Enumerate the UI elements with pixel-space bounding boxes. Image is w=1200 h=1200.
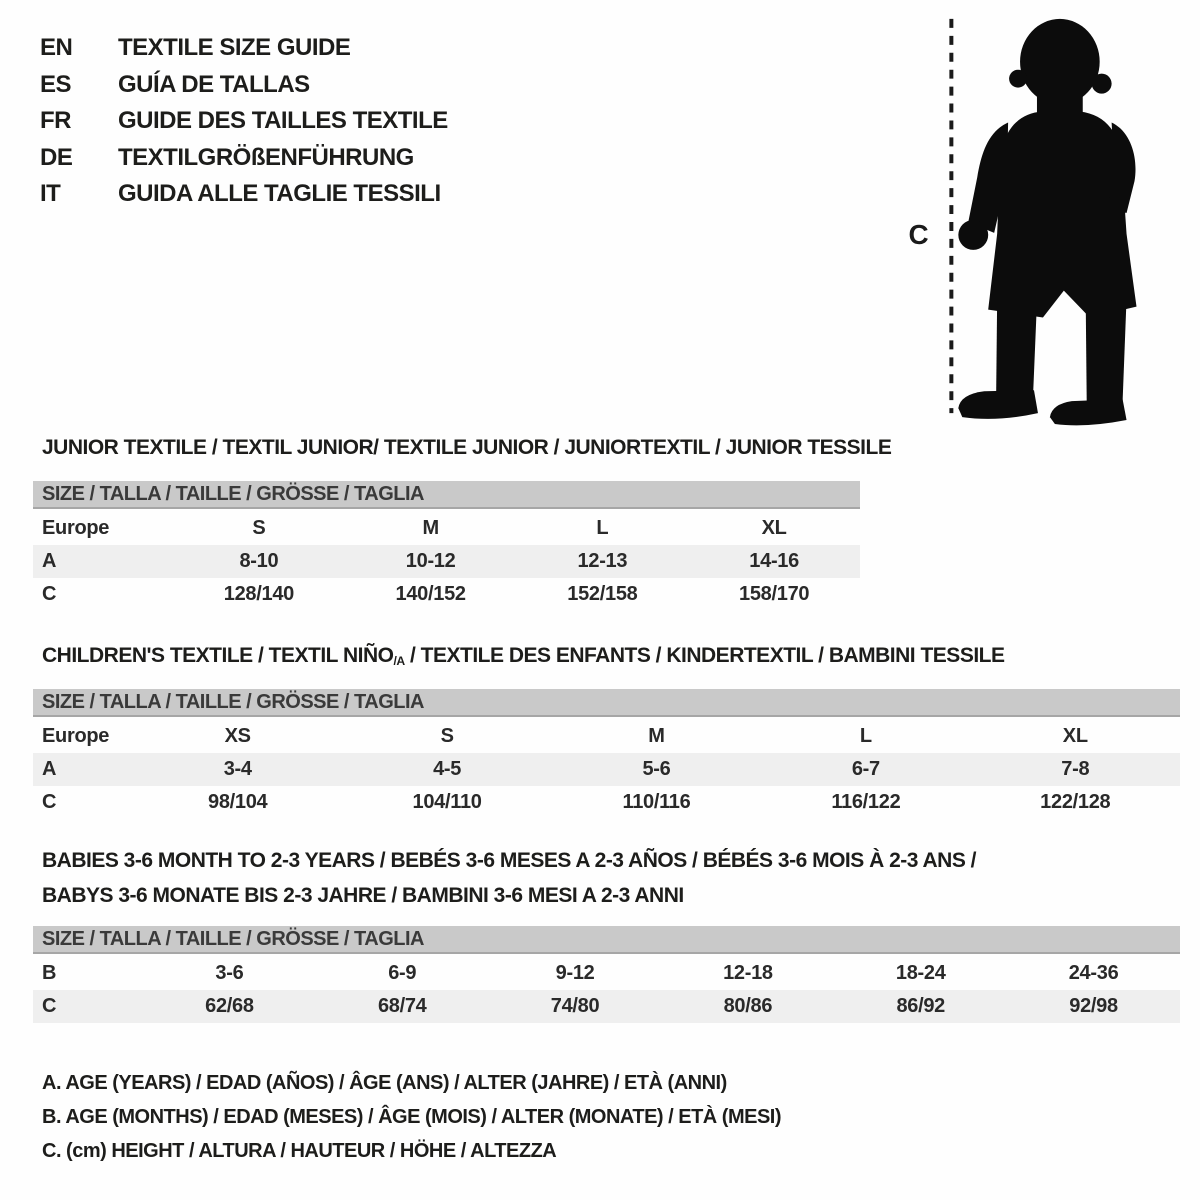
cell: 80/86 xyxy=(723,995,773,1017)
cell: 14-16 xyxy=(749,550,799,572)
language-row-fr xyxy=(40,103,448,140)
table-row-europe xyxy=(33,720,1180,753)
language-code: ES xyxy=(40,70,72,98)
legend xyxy=(42,1066,781,1168)
cell: L xyxy=(596,517,609,539)
legend-line-c: C. (cm) HEIGHT / ALTURA / HAUTEUR / HÖHE / ALTEZZA xyxy=(42,1140,557,1162)
cell: 86/92 xyxy=(896,995,945,1017)
language-code: FR xyxy=(40,107,71,135)
cell: 4-5 xyxy=(433,758,462,780)
cell: 18-24 xyxy=(895,962,946,984)
language-title: TEXTILE SIZE GUIDE xyxy=(118,34,351,62)
table-row-months xyxy=(33,957,1180,990)
row-label: B xyxy=(42,962,57,984)
babies-title-line1: BABIES 3-6 MONTH TO 2-3 YEARS / BEBÉS 3-6 MESES A 2-3 AÑOS / BÉBÉS 3-6 MOIS À 2-3 ANS / xyxy=(42,849,977,872)
table-row-europe xyxy=(33,512,860,545)
language-code: IT xyxy=(40,180,61,208)
baby-silhouette-icon xyxy=(958,19,1136,425)
cell: 10-12 xyxy=(405,550,456,572)
cell: 68/74 xyxy=(377,995,427,1017)
language-title: GUIDE DES TAILLES TEXTILE xyxy=(118,107,448,135)
legend-line-a: A. AGE (YEARS) / EDAD (AÑOS) / ÂGE (ANS) / ALTER (JAHRE) / ETÀ (ANNI) xyxy=(42,1072,727,1094)
language-title: TEXTILGRÖßENFÜHRUNG xyxy=(118,143,414,171)
cell: 128/140 xyxy=(223,583,294,605)
babies-title-line2: BABYS 3-6 MONATE BIS 2-3 JAHRE / BAMBINI 3-6 MESI A 2-3 ANNI xyxy=(42,884,684,907)
children-title-post: / TEXTILE DES ENFANTS / KINDERTEXTIL / BAMBINI TESSILE xyxy=(404,644,1005,667)
legend-line-b: B. AGE (MONTHS) / EDAD (MESES) / ÂGE (MOIS) / ALTER (MONATE) / ETÀ (MESI) xyxy=(42,1106,782,1128)
row-label: Europe xyxy=(42,725,110,747)
cell: 12-18 xyxy=(723,962,773,984)
cell: XS xyxy=(224,725,251,747)
cell: 8-10 xyxy=(239,550,279,572)
cell: XL xyxy=(761,517,787,539)
cell: 122/128 xyxy=(1040,791,1111,813)
language-title: GUÍA DE TALLAS xyxy=(118,70,310,98)
cell: S xyxy=(252,517,266,539)
cell: 12-13 xyxy=(577,550,628,572)
children-title-subscript: /A xyxy=(393,654,405,668)
children-title-pre: CHILDREN'S TEXTILE / TEXTIL NIÑO xyxy=(42,644,394,667)
cell: 104/110 xyxy=(412,791,482,813)
language-row-en xyxy=(40,30,448,67)
cell: 9-12 xyxy=(555,962,595,984)
cell: 3-4 xyxy=(223,758,252,780)
cell: 5-6 xyxy=(642,758,671,780)
table-row-height xyxy=(33,578,860,611)
row-label: Europe xyxy=(42,517,110,539)
language-code: EN xyxy=(40,34,73,62)
cell: 158/170 xyxy=(739,583,810,605)
row-label: C xyxy=(42,583,57,605)
cell: 92/98 xyxy=(1069,995,1118,1017)
cell: L xyxy=(859,725,872,747)
children-size-table xyxy=(33,689,1180,819)
cell: 140/152 xyxy=(395,583,466,605)
table-row-age xyxy=(33,545,860,578)
row-label: C xyxy=(42,995,57,1017)
babies-size-table xyxy=(33,926,1180,1023)
children-section-title xyxy=(42,644,1005,668)
table-row-age xyxy=(33,753,1180,786)
cell: 74/80 xyxy=(550,995,600,1017)
children-size-header-band: SIZE / TALLA / TAILLE / GRÖSSE / TAGLIA xyxy=(33,689,1180,717)
language-title: GUIDA ALLE TAGLIE TESSILI xyxy=(118,180,441,208)
babies-size-header-band: SIZE / TALLA / TAILLE / GRÖSSE / TAGLIA xyxy=(33,926,1180,954)
cell: 6-9 xyxy=(388,962,417,984)
cell: 62/68 xyxy=(205,995,254,1017)
cell: 110/116 xyxy=(622,791,691,813)
row-label: A xyxy=(42,550,57,572)
table-row-height xyxy=(33,990,1180,1023)
language-code: DE xyxy=(40,143,73,171)
baby-figure xyxy=(900,5,1160,433)
baby-silhouette-figure xyxy=(900,5,1160,433)
cell: 6-7 xyxy=(851,758,880,780)
junior-size-table xyxy=(33,481,860,611)
language-row-it xyxy=(40,176,448,213)
babies-section-title xyxy=(42,843,976,913)
cell: XL xyxy=(1062,725,1088,747)
language-row-es xyxy=(40,67,448,104)
cell: 98/104 xyxy=(208,791,268,813)
cell: 116/122 xyxy=(831,791,901,813)
cell: M xyxy=(422,517,439,539)
language-header xyxy=(40,30,448,213)
language-row-de xyxy=(40,140,448,177)
cell: M xyxy=(648,725,665,747)
table-row-height xyxy=(33,786,1180,819)
cell: 3-6 xyxy=(215,962,244,984)
height-measure-label: C xyxy=(908,218,929,250)
cell: 7-8 xyxy=(1061,758,1090,780)
row-label: C xyxy=(42,791,57,813)
cell: S xyxy=(440,725,454,747)
cell: 152/158 xyxy=(567,583,638,605)
junior-section-title: JUNIOR TEXTILE / TEXTIL JUNIOR/ TEXTILE JUNIOR / JUNIORTEXTIL / JUNIOR TESSILE xyxy=(42,436,892,459)
junior-size-header-band: SIZE / TALLA / TAILLE / GRÖSSE / TAGLIA xyxy=(33,481,860,509)
cell: 24-36 xyxy=(1068,962,1119,984)
row-label: A xyxy=(42,758,57,780)
